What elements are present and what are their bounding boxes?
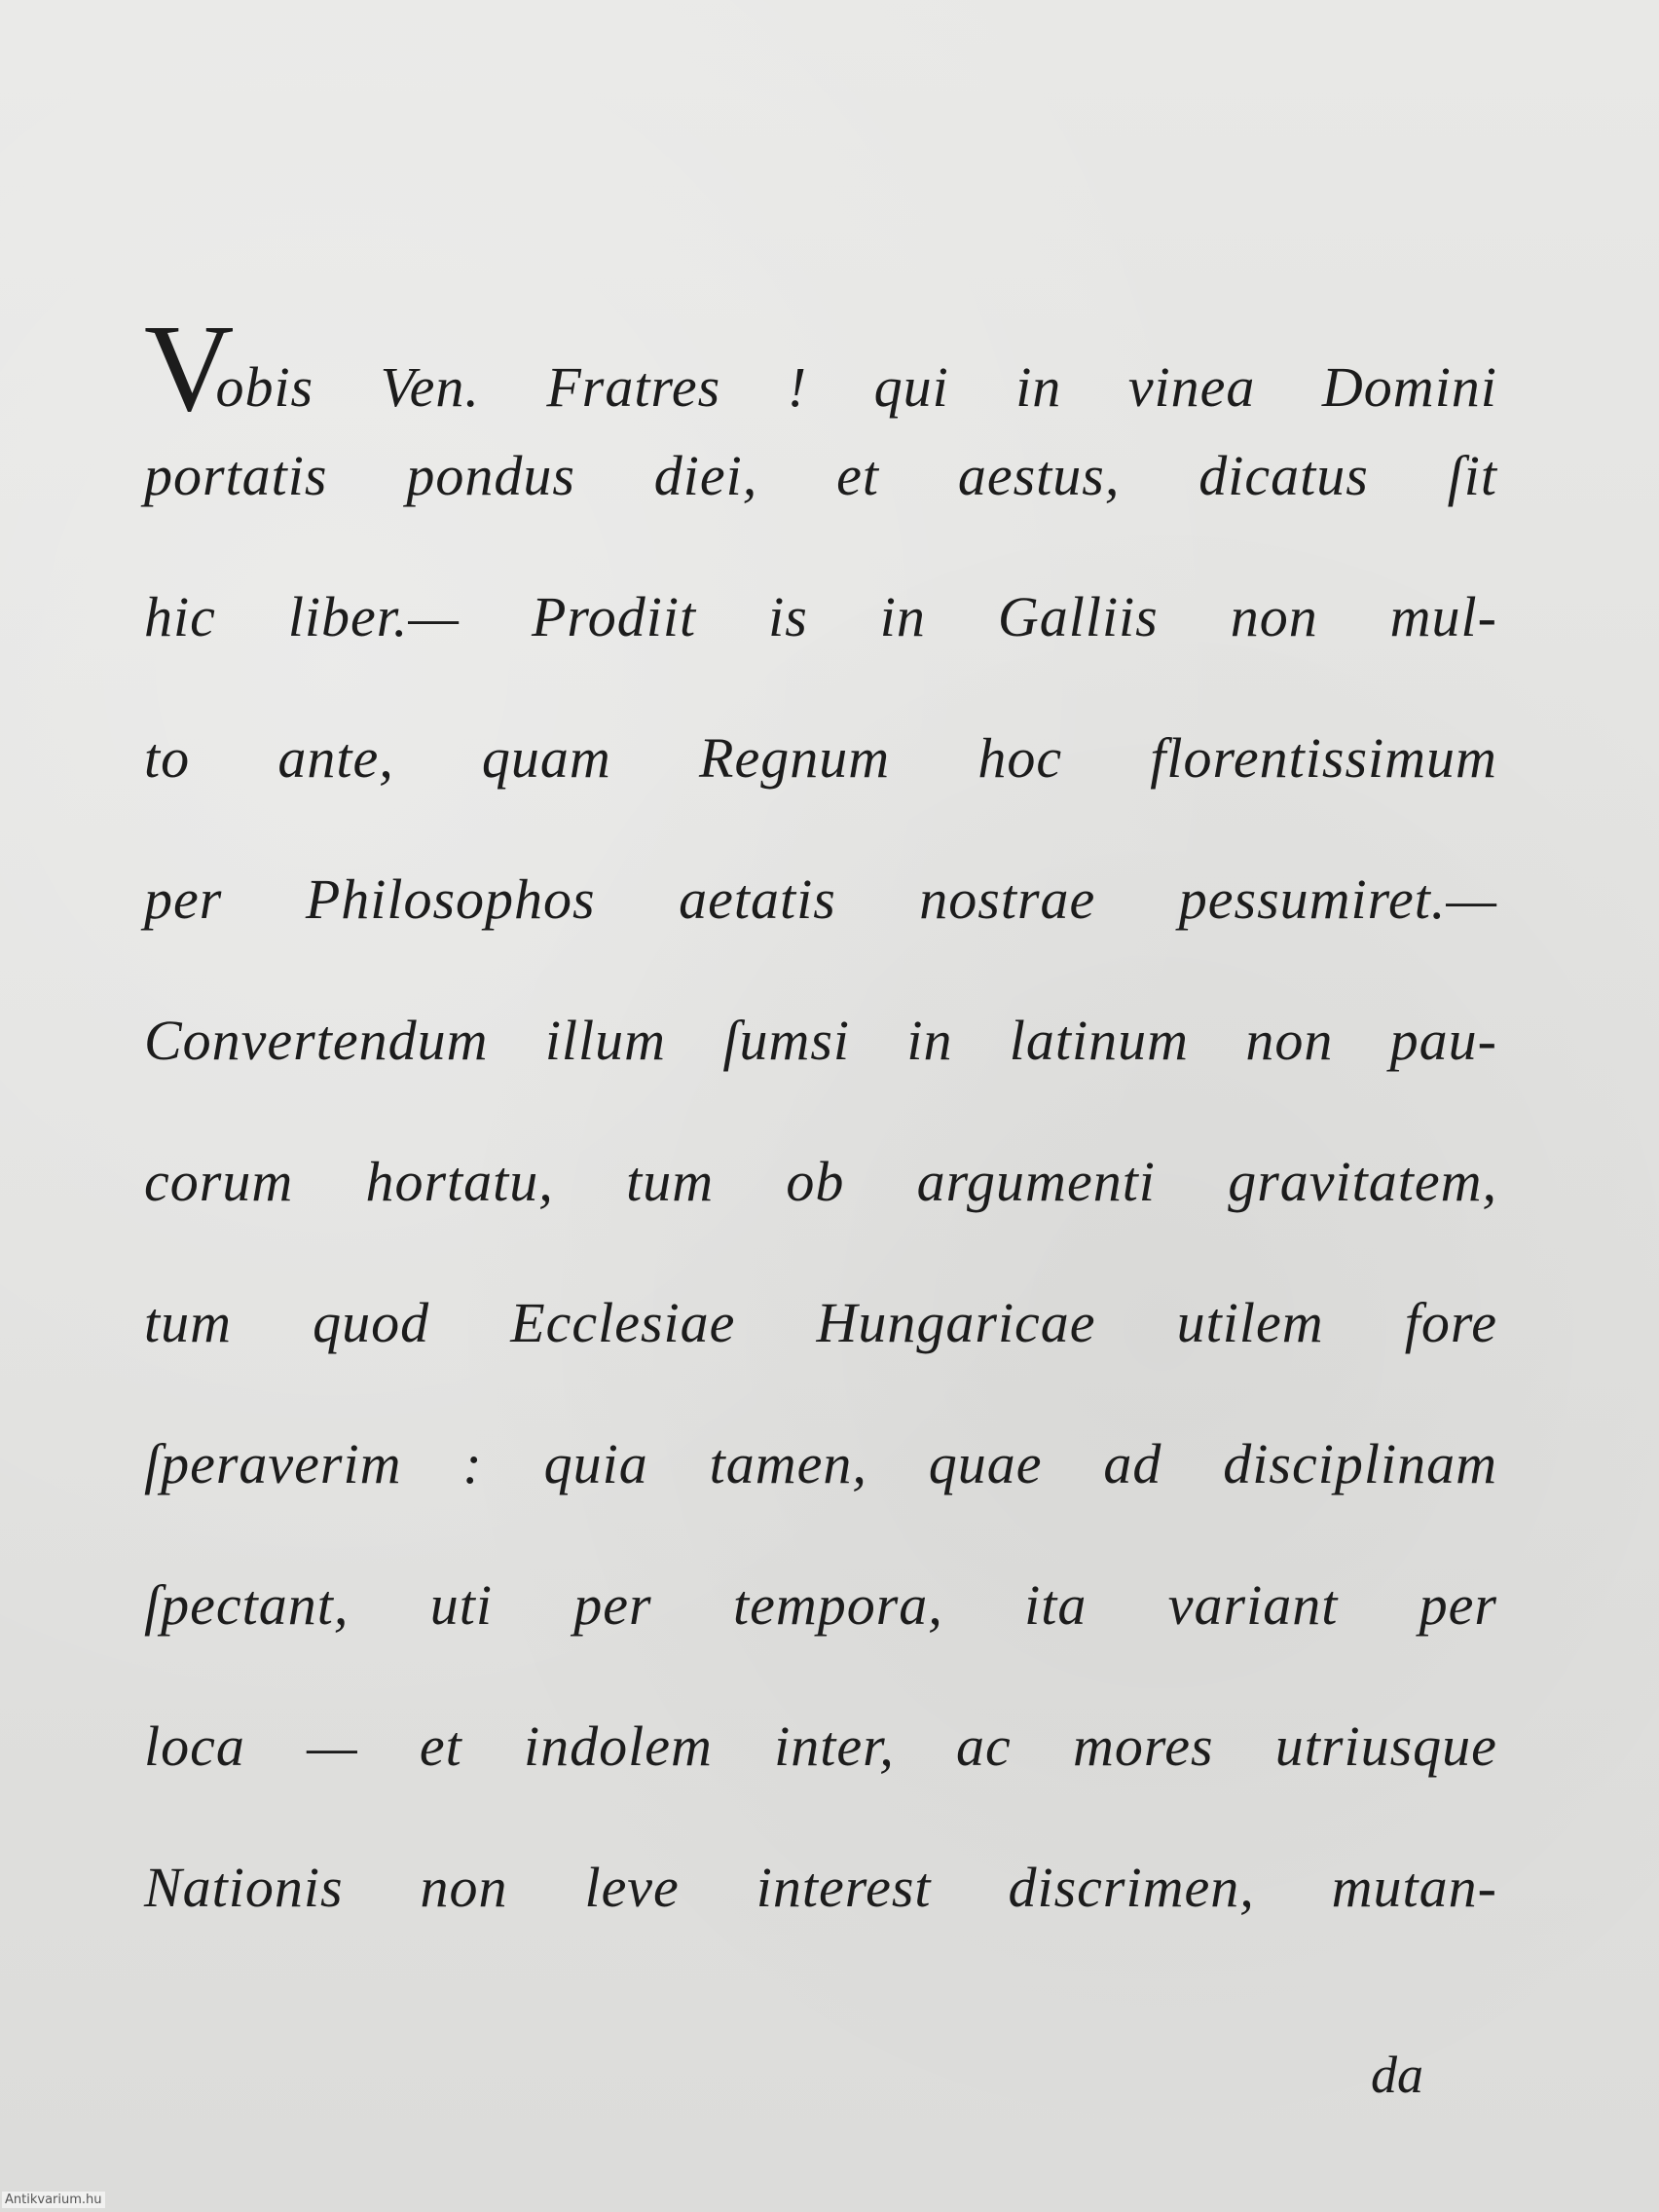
watermark: Antikvarium.hu bbox=[2, 2192, 105, 2208]
word: Hungaricae bbox=[816, 1291, 1096, 1354]
text-line bbox=[144, 1572, 1497, 1714]
word: illum bbox=[544, 1009, 667, 1072]
text-line bbox=[144, 299, 1497, 443]
word: qui bbox=[873, 355, 949, 419]
word: ſumsi bbox=[722, 1009, 851, 1072]
word: Regnum bbox=[699, 726, 891, 790]
word: mores bbox=[1072, 1714, 1214, 1778]
word: Fratres bbox=[546, 355, 721, 419]
word: latinum bbox=[1009, 1009, 1190, 1072]
word: ſperaverim bbox=[144, 1432, 402, 1495]
word: vinea bbox=[1127, 355, 1256, 419]
word: pondus bbox=[406, 444, 575, 507]
word: argumenti bbox=[916, 1150, 1156, 1213]
text-line bbox=[144, 725, 1497, 866]
word: tum bbox=[144, 1291, 232, 1354]
text-line bbox=[144, 1431, 1497, 1572]
word: ob bbox=[786, 1150, 845, 1213]
word: quam bbox=[481, 726, 611, 790]
word: is bbox=[768, 585, 808, 648]
word: utriusque bbox=[1274, 1714, 1497, 1778]
word: : bbox=[462, 1432, 483, 1495]
word: Galliis bbox=[997, 585, 1159, 648]
word: tamen, bbox=[709, 1432, 867, 1495]
word: hoc bbox=[977, 726, 1063, 790]
word: mul- bbox=[1389, 585, 1497, 648]
word: pessumiret.— bbox=[1178, 867, 1497, 931]
word: ante, bbox=[277, 726, 394, 790]
word: per bbox=[144, 867, 223, 931]
word: ad bbox=[1103, 1432, 1162, 1495]
first-word bbox=[144, 299, 314, 437]
word: mutan- bbox=[1331, 1856, 1497, 1919]
word: portatis bbox=[144, 444, 328, 507]
word: leve bbox=[584, 1856, 680, 1919]
word: non bbox=[420, 1856, 508, 1919]
word: non bbox=[1230, 585, 1318, 648]
word: ita bbox=[1024, 1573, 1088, 1637]
text-line bbox=[144, 866, 1497, 1008]
catchword: da bbox=[1371, 2046, 1423, 2104]
word: to bbox=[144, 726, 191, 790]
word: tum bbox=[626, 1150, 715, 1213]
text-line bbox=[144, 1290, 1497, 1431]
word: per bbox=[573, 1573, 652, 1637]
word: ſpectant, bbox=[144, 1573, 350, 1637]
text-line bbox=[144, 1008, 1497, 1149]
word: liber.— bbox=[287, 585, 460, 648]
word: ac bbox=[955, 1714, 1012, 1778]
word: Domini bbox=[1321, 355, 1497, 419]
word: loca bbox=[144, 1714, 245, 1778]
word: pau- bbox=[1389, 1009, 1497, 1072]
word: aetatis bbox=[679, 867, 836, 931]
word: inter, bbox=[774, 1714, 895, 1778]
word: quia bbox=[543, 1432, 648, 1495]
text-line bbox=[144, 443, 1497, 584]
word: Convertendum bbox=[144, 1009, 489, 1072]
word: Ven. bbox=[380, 355, 480, 419]
word: Philosophos bbox=[305, 867, 596, 931]
word: in bbox=[879, 585, 926, 648]
word: interest bbox=[756, 1856, 932, 1919]
word: uti bbox=[429, 1573, 493, 1637]
word: ! bbox=[787, 355, 808, 419]
word: et bbox=[419, 1714, 462, 1778]
word: indolem bbox=[524, 1714, 713, 1778]
word: quae bbox=[928, 1432, 1043, 1495]
word: variant bbox=[1167, 1573, 1339, 1637]
word: florentissimum bbox=[1150, 726, 1497, 790]
word: hortatu, bbox=[365, 1150, 554, 1213]
word: in bbox=[1015, 355, 1062, 419]
word: in bbox=[906, 1009, 953, 1072]
word: Prodiit bbox=[531, 585, 697, 648]
page-text bbox=[144, 299, 1497, 1996]
word: tempora, bbox=[732, 1573, 943, 1637]
text-line bbox=[144, 584, 1497, 725]
word: corum bbox=[144, 1150, 294, 1213]
word: hic bbox=[144, 585, 216, 648]
word: obis bbox=[215, 355, 314, 419]
text-line bbox=[144, 1855, 1497, 1996]
dropcap: V bbox=[144, 299, 236, 437]
word: diei, bbox=[653, 444, 758, 507]
word: ſit bbox=[1447, 444, 1497, 507]
word: aestus, bbox=[957, 444, 1121, 507]
word: gravitatem, bbox=[1228, 1150, 1497, 1213]
word: nostrae bbox=[919, 867, 1096, 931]
word: Ecclesiae bbox=[510, 1291, 736, 1354]
word: — bbox=[307, 1714, 358, 1778]
word: discrimen, bbox=[1008, 1856, 1255, 1919]
word: fore bbox=[1404, 1291, 1497, 1354]
word: non bbox=[1245, 1009, 1334, 1072]
text-line bbox=[144, 1149, 1497, 1290]
word: Nationis bbox=[144, 1856, 344, 1919]
word: dicatus bbox=[1198, 444, 1369, 507]
word: et bbox=[836, 444, 879, 507]
word: utilem bbox=[1176, 1291, 1324, 1354]
word: quod bbox=[313, 1291, 430, 1354]
word: disciplinam bbox=[1223, 1432, 1497, 1495]
word: per bbox=[1419, 1573, 1497, 1637]
text-line bbox=[144, 1714, 1497, 1855]
